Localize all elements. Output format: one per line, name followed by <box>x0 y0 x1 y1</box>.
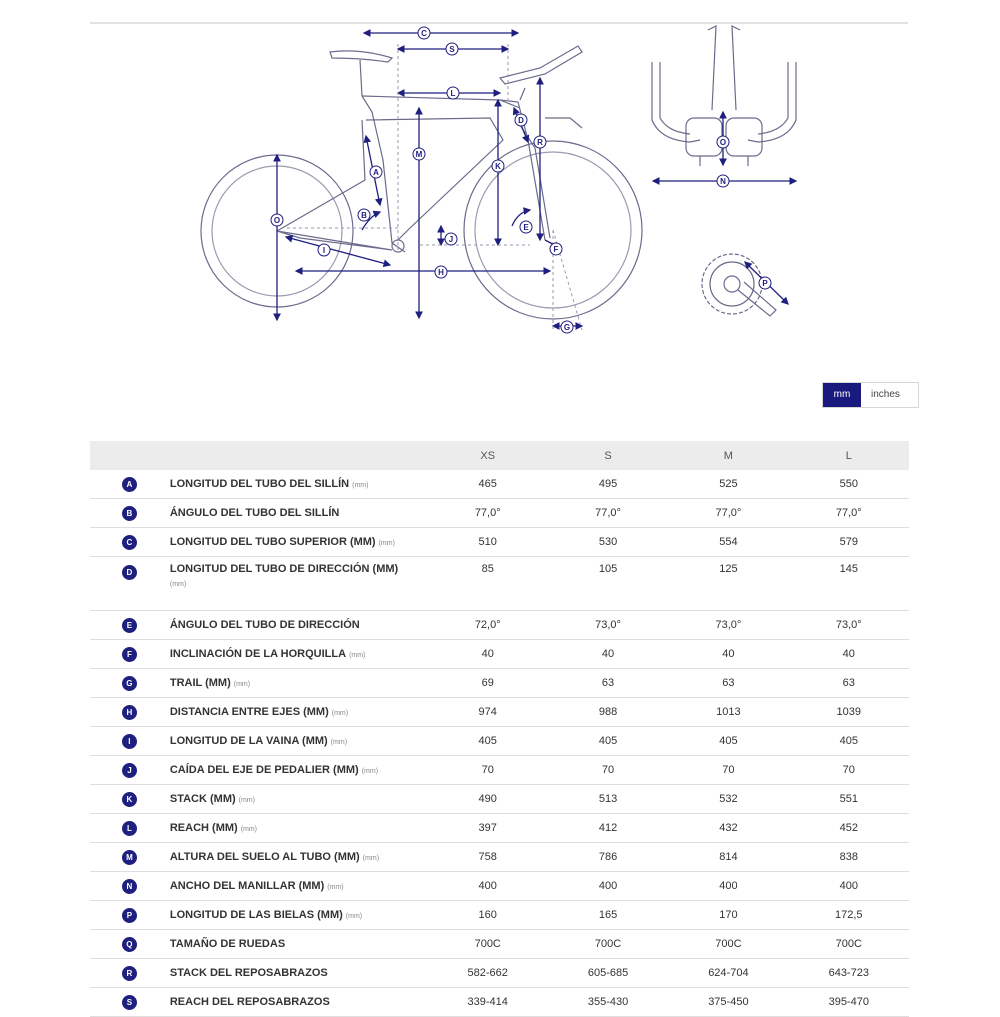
cell-value: 355-430 <box>548 988 668 1017</box>
row-unit: (mm) <box>331 709 349 717</box>
row-label: LONGITUD DEL TUBO SUPERIOR (MM) <box>169 535 376 548</box>
cell-value: 643-723 <box>789 959 909 988</box>
row-badge: E <box>122 618 137 633</box>
cell-value: 70 <box>668 756 788 785</box>
header-size-xs: XS <box>428 441 548 470</box>
cell-value: 40 <box>428 640 548 669</box>
svg-text:O: O <box>273 216 281 225</box>
svg-text:L: L <box>450 89 456 98</box>
table-row <box>90 557 909 611</box>
cell-value: 125 <box>668 557 788 611</box>
cell-value: 172,5 <box>789 901 909 930</box>
row-label: ALTURA DEL SUELO AL TUBO (MM) <box>169 850 360 863</box>
svg-text:A: A <box>373 168 379 177</box>
row-label: ÁNGULO DEL TUBO DE DIRECCIÓN <box>169 618 360 631</box>
cell-value: 1013 <box>668 698 788 727</box>
cell-value: 452 <box>789 814 909 843</box>
cell-value: 490 <box>428 785 548 814</box>
svg-text:G: G <box>563 323 571 332</box>
diagram-label-o <box>271 214 283 226</box>
cell-value: 73,0° <box>668 611 788 640</box>
cell-value: 405 <box>668 727 788 756</box>
row-unit: (mm) <box>378 539 395 547</box>
unit-toggle <box>822 382 919 408</box>
cell-value: 525 <box>668 470 788 499</box>
cell-value: 582-662 <box>428 959 548 988</box>
table-row <box>90 901 909 930</box>
row-label: LONGITUD DEL TUBO DEL SILLÍN <box>169 477 350 490</box>
cell-value: 395-470 <box>789 988 909 1017</box>
cell-value: 624-704 <box>668 959 788 988</box>
cell-value: 412 <box>548 814 668 843</box>
cell-value: 700C <box>789 930 909 959</box>
table-header-row <box>90 441 909 470</box>
cell-value: 814 <box>668 843 788 872</box>
cell-value: 70 <box>789 756 909 785</box>
cell-value: 77,0° <box>789 499 909 528</box>
row-badge: G <box>122 676 137 691</box>
svg-text:M: M <box>415 150 423 159</box>
cell-value: 40 <box>548 640 668 669</box>
svg-text:C: C <box>421 29 427 38</box>
table-row <box>90 698 909 727</box>
svg-text:D: D <box>518 116 524 125</box>
row-badge: S <box>122 995 137 1010</box>
diagram-label-h <box>435 266 447 278</box>
row-label: REACH DEL REPOSABRAZOS <box>169 995 330 1008</box>
svg-text:F: F <box>553 245 559 254</box>
cell-value: 988 <box>548 698 668 727</box>
row-unit: (mm) <box>352 481 369 489</box>
diagram-label-a <box>370 166 382 178</box>
cell-value: 530 <box>548 528 668 557</box>
row-unit: (mm) <box>361 767 379 775</box>
diagram-label-f <box>550 243 562 255</box>
row-badge: C <box>122 535 137 550</box>
diagram-label-s <box>446 43 458 55</box>
diagram-label-e <box>520 221 532 233</box>
diagram-label-r <box>534 136 546 148</box>
cell-value: 400 <box>548 872 668 901</box>
row-label: DISTANCIA ENTRE EJES (MM) <box>169 705 329 718</box>
cell-value: 170 <box>668 901 788 930</box>
row-badge: B <box>122 506 137 521</box>
cell-value: 405 <box>548 727 668 756</box>
cell-value: 432 <box>668 814 788 843</box>
row-badge: K <box>122 792 137 807</box>
cell-value: 465 <box>428 470 548 499</box>
cell-value: 405 <box>428 727 548 756</box>
row-label: ÁNGULO DEL TUBO DEL SILLÍN <box>169 506 340 519</box>
row-badge: D <box>122 565 137 580</box>
svg-text:E: E <box>523 223 529 232</box>
cell-value: 40 <box>789 640 909 669</box>
row-unit: (mm) <box>330 738 348 746</box>
cell-value: 72,0° <box>428 611 548 640</box>
svg-text:S: S <box>449 45 455 54</box>
row-label: STACK (MM) <box>169 792 236 805</box>
row-label: LONGITUD DEL TUBO DE DIRECCIÓN (MM) <box>169 563 399 575</box>
table-row <box>90 930 909 959</box>
svg-text:I: I <box>322 246 326 255</box>
cell-value: 70 <box>548 756 668 785</box>
cell-value: 77,0° <box>668 499 788 528</box>
row-unit: (mm) <box>240 825 258 833</box>
cell-value: 70 <box>428 756 548 785</box>
cell-value: 758 <box>428 843 548 872</box>
row-label: INCLINACIÓN DE LA HORQUILLA <box>169 647 347 660</box>
svg-text:N: N <box>720 177 726 186</box>
cell-value: 495 <box>548 470 668 499</box>
cell-value: 85 <box>428 557 548 611</box>
row-unit: (mm) <box>345 912 363 920</box>
cell-value: 550 <box>789 470 909 499</box>
cell-value: 73,0° <box>789 611 909 640</box>
cell-value: 63 <box>668 669 788 698</box>
cell-value: 400 <box>428 872 548 901</box>
table-row <box>90 785 909 814</box>
cell-value: 73,0° <box>548 611 668 640</box>
row-unit: (mm) <box>233 680 251 688</box>
cell-value: 339-414 <box>428 988 548 1017</box>
row-unit: (mm) <box>169 581 187 588</box>
svg-text:H: H <box>438 268 444 277</box>
table-row <box>90 756 909 785</box>
row-badge: N <box>122 879 137 894</box>
diagram-label-k <box>492 160 504 172</box>
svg-text:P: P <box>762 279 768 288</box>
cell-value: 700C <box>428 930 548 959</box>
row-unit: (mm) <box>327 883 344 891</box>
header-size-m: M <box>668 441 788 470</box>
table-row <box>90 988 909 1017</box>
cell-value: 40 <box>668 640 788 669</box>
row-badge: P <box>122 908 137 923</box>
diagram-label-l <box>447 87 459 99</box>
row-badge: J <box>122 763 137 778</box>
diagram-label-i <box>318 244 330 256</box>
header-badge-spacer <box>90 441 169 470</box>
cell-value: 63 <box>548 669 668 698</box>
diagram-label-c <box>418 27 430 39</box>
svg-text:R: R <box>537 138 543 147</box>
cell-value: 145 <box>789 557 909 611</box>
row-label: REACH (MM) <box>169 821 238 834</box>
table-row <box>90 640 909 669</box>
cell-value: 397 <box>428 814 548 843</box>
row-badge: I <box>122 734 137 749</box>
table-row <box>90 470 909 499</box>
bike-geometry-diagram <box>0 0 1000 360</box>
cell-value: 400 <box>668 872 788 901</box>
svg-text:J: J <box>448 235 454 244</box>
table-row <box>90 669 909 698</box>
row-badge: F <box>122 647 137 662</box>
table-row <box>90 611 909 640</box>
cell-value: 551 <box>789 785 909 814</box>
cell-value: 700C <box>548 930 668 959</box>
row-unit: (mm) <box>362 854 380 862</box>
diagram-label-o2 <box>717 136 729 148</box>
row-label: STACK DEL REPOSABRAZOS <box>169 966 328 979</box>
diagram-label-d <box>515 114 527 126</box>
cell-value: 513 <box>548 785 668 814</box>
cell-value: 579 <box>789 528 909 557</box>
cell-value: 400 <box>789 872 909 901</box>
table-row <box>90 499 909 528</box>
row-label: LONGITUD DE LAS BIELAS (MM) <box>169 908 343 921</box>
diagram-label-p <box>759 277 771 289</box>
diagram-label-b <box>358 209 370 221</box>
row-label: TAMAÑO DE RUEDAS <box>169 937 286 950</box>
row-label: LONGITUD DE LA VAINA (MM) <box>169 734 328 747</box>
cell-value: 375-450 <box>668 988 788 1017</box>
unit-mm-button[interactable]: mm <box>823 383 861 407</box>
row-badge: M <box>122 850 137 865</box>
cell-value: 786 <box>548 843 668 872</box>
cell-value: 165 <box>548 901 668 930</box>
cell-value: 160 <box>428 901 548 930</box>
cell-value: 63 <box>789 669 909 698</box>
cell-value: 554 <box>668 528 788 557</box>
table-row <box>90 727 909 756</box>
header-size-s: S <box>548 441 668 470</box>
diagram-label-m <box>413 148 425 160</box>
svg-text:B: B <box>361 211 367 220</box>
unit-inches-button[interactable]: inches <box>861 383 918 407</box>
svg-text:O: O <box>719 138 727 147</box>
table-row <box>90 959 909 988</box>
row-unit: (mm) <box>238 796 255 804</box>
cell-value: 510 <box>428 528 548 557</box>
cell-value: 77,0° <box>428 499 548 528</box>
row-label: TRAIL (MM) <box>169 676 231 689</box>
cell-value: 405 <box>789 727 909 756</box>
row-badge: L <box>122 821 137 836</box>
cell-value: 105 <box>548 557 668 611</box>
row-badge: H <box>122 705 137 720</box>
cell-value: 532 <box>668 785 788 814</box>
diagram-label-g <box>561 321 573 333</box>
cell-value: 605-685 <box>548 959 668 988</box>
bike-outline <box>201 46 642 319</box>
table-row <box>90 843 909 872</box>
cell-value: 700C <box>668 930 788 959</box>
row-badge: R <box>122 966 137 981</box>
diagram-label-j <box>445 233 457 245</box>
geometry-table <box>90 441 909 1017</box>
table-row <box>90 872 909 901</box>
row-label: CAÍDA DEL EJE DE PEDALIER (MM) <box>169 763 359 776</box>
table-row <box>90 814 909 843</box>
header-label-spacer <box>169 441 428 470</box>
svg-text:K: K <box>495 162 501 171</box>
row-badge: A <box>122 477 137 492</box>
cell-value: 77,0° <box>548 499 668 528</box>
cell-value: 838 <box>789 843 909 872</box>
cell-value: 1039 <box>789 698 909 727</box>
table-row <box>90 528 909 557</box>
row-label: ANCHO DEL MANILLAR (MM) <box>169 879 325 892</box>
header-size-l: L <box>789 441 909 470</box>
diagram-label-n <box>717 175 729 187</box>
row-badge: Q <box>122 937 137 952</box>
cell-value: 974 <box>428 698 548 727</box>
row-unit: (mm) <box>349 651 366 659</box>
cell-value: 69 <box>428 669 548 698</box>
